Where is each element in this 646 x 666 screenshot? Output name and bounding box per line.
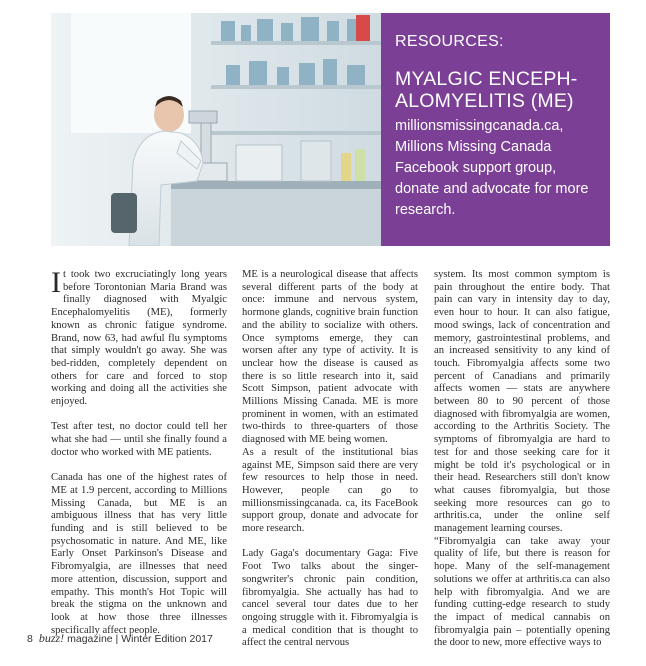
page-number: 8 [27, 633, 33, 645]
paragraph: As a result of the institutional bias against ME, Simpson said there are very few resources to help those in need. However, people can go to millionsmissingcanada. ca, its FaceBook support group, donate and advocate for more research. [242, 446, 418, 535]
paragraph: Canada has one of the highest rates of ME at 1.9 percent, according to Millions Missing Canada, but ME is an ambiguous illness that has very little funding and is still believed to be psychosomatic in nature. And ME, like Early Onset Parkinson's Disease and Fibromyalgia, are illnesses that need more attention, discussion, support and empathy. This month's Hot Topic will break the stigma on the unknown and look at how those three illnesses specifically affect people. [51, 472, 227, 636]
page-footer [27, 631, 213, 646]
article-column-2 [242, 269, 418, 650]
lab-photo [51, 13, 381, 246]
scientist-microscope-image [51, 13, 381, 246]
resources-body: millionsmissingcanada.ca, Millions Missing Canada Facebook support group, donate and advocate for more research. [395, 118, 589, 218]
drop-cap: I [51, 266, 61, 299]
resources-panel [381, 13, 610, 246]
article-column-3 [434, 269, 610, 650]
paragraph: “Fibromyalgia can take away your quality of life, but there is reason for hope. Many of the self-management solutions we offer at arthritis.ca can also help with fibromyalgia. And we are funding cutting-edge research to study the impact of medical cannabis on fibromyalgia pain – potentially opening the door to new, more effective ways to [434, 535, 610, 649]
paragraph: Test after test, no doctor could tell her what she had — until she finally found a doctor who worked with ME patients. [51, 421, 227, 458]
hero-banner [51, 13, 610, 246]
paragraph: Lady Gaga's documentary Gaga: Five Foot Two talks about the singer-songwriter's chronic pain condition, fibromyalgia. She actually has had to cancel several tour dates due to her ongoing struggle with it. Fibromyalgia is a medical condition that is thought to affect the central nervous [242, 548, 418, 649]
paragraph: ME is a neurological disease that affects several different parts of the body at once: immune and nervous system, hormone glands, cognitive brain function and the ability to socialize with others. Once symptoms emerge, they can worsen after any type of activity. It is unclear how the disease is caused as there is so little research into it, said Scott Simpson, patient advocate with Millions Missing Canada. ME is more prominent in women, with an estimated two-thirds to three-quarters of those diagnosed with ME being women. [242, 269, 418, 446]
resources-heading: MYALGIC ENCEPH-ALOMYELITIS (ME) [395, 68, 578, 112]
paragraph: t took two excruciatingly long years before Torontonian Maria Brand was finally diagnosed with Myalgic Encephalomyelitis (ME), formerly known as chronic fatigue syndrome. Brand, now 63, had awful flu symptoms that simply wouldn't go away. She was bed-ridden, completely dependent on others for care and forced to stop working and doing all the activities she enjoyed. [51, 269, 227, 408]
resources-label: RESOURCES: [395, 33, 504, 50]
edition-text: magazine | Winter Edition 2017 [67, 633, 213, 645]
article-column-1 [51, 266, 227, 637]
paragraph: system. Its most common symptom is pain throughout the entire body. That pain can vary in intensity day to day, even hour to hour. It can also fatigue, mood swings, lack of concentration and memory, gastrointestinal problems, and an increased sensitivity to any kind of touch. Fibromyalgia affects some two percent of Canadians and primarily affects women — stats are anywhere between 80 to 90 percent of those diagnosed with fibromyalgia are women, according to the Arthritis Society. The symptoms of fibromyalgia are hard to test for and those seeking care for it might be told it's psychological or in their head. Researchers still don't know what causes fibromyalgia, but those seeking more resources can go to arthritis.ca, under the online self management learning courses. [434, 269, 610, 535]
magazine-logo: buzz! [38, 631, 65, 645]
